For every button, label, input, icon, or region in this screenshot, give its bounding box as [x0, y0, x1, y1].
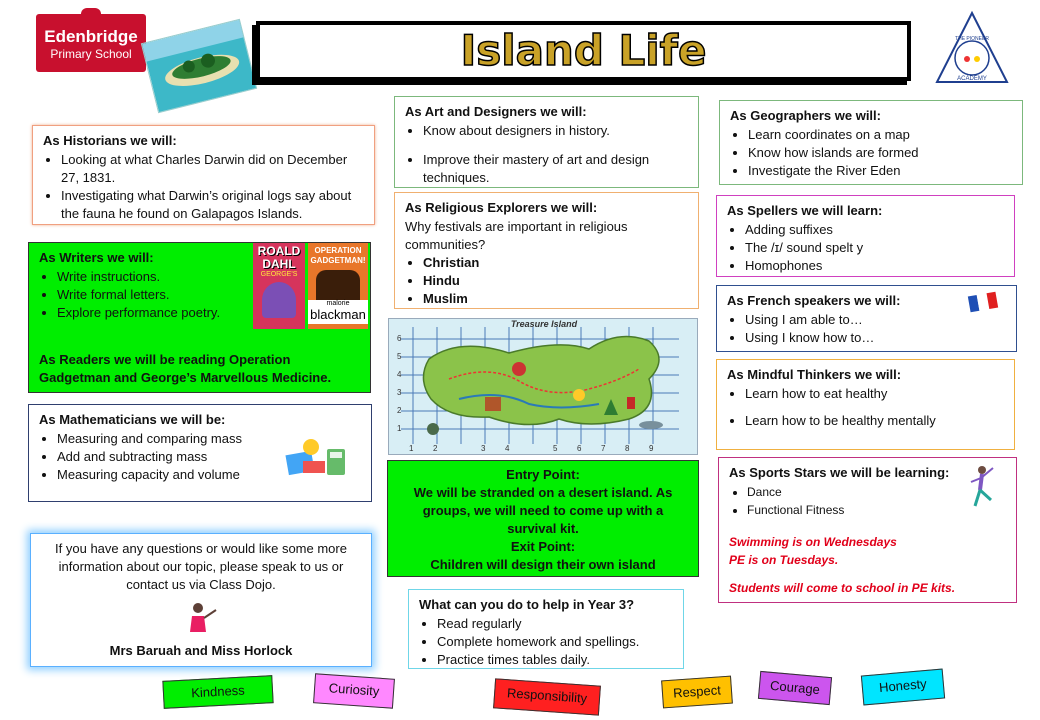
mindful-heading: As Mindful Thinkers we will:: [727, 367, 902, 382]
y-tick: 3: [397, 388, 402, 397]
book2-author-small: malorie: [308, 300, 368, 308]
entry-label: Entry Point:: [506, 467, 580, 482]
historians-list: [43, 151, 364, 223]
dancer-icon: [967, 464, 997, 508]
writers-heading: As Writers we will:: [39, 250, 154, 265]
art-list: [405, 122, 688, 187]
help-list: [419, 615, 673, 669]
list-item: • Explore performance poetry.: [57, 304, 360, 322]
list-item: • Muslim: [423, 290, 688, 308]
school-name-line1: Edenbridge: [44, 27, 138, 46]
teacher-signature: Mrs Baruah and Miss Horlock: [109, 643, 293, 658]
x-tick: 1: [409, 444, 414, 453]
sports-list: [729, 483, 1006, 519]
book2-author: blackman: [308, 308, 368, 324]
list-item: • Learn coordinates on a map: [748, 126, 1012, 144]
x-tick: 7: [601, 444, 606, 453]
exit-label: Exit Point:: [510, 539, 576, 554]
religious-heading: As Religious Explorers we will:: [405, 200, 598, 215]
religious-list: [405, 254, 688, 308]
title-box: [256, 21, 911, 81]
list-item: • Homophones: [745, 257, 1004, 275]
help-heading: What can you do to help in Year 3?: [419, 597, 635, 612]
list-item: • Adding suffixes: [745, 221, 1004, 239]
y-tick: 6: [397, 334, 402, 343]
value-tag-curiosity: Curiosity: [313, 673, 395, 709]
book-title: GEORGE'S: [260, 271, 298, 278]
x-tick: 4: [505, 444, 510, 453]
academy-name-top: THE PIONEER: [955, 36, 989, 42]
list-item: • Investigating what Darwin’s original logs say about the fauna he found on Galapagos Islands.: [61, 187, 364, 223]
y-tick: 1: [397, 424, 402, 433]
list-item: • Improve their mastery of art and design techniques.: [423, 151, 688, 187]
sports-note-pe: PE is on Tuesdays.: [729, 553, 839, 567]
list-item: • Hindu: [423, 272, 688, 290]
book-cover-georges: [253, 243, 305, 329]
list-item: • Investigate the River Eden: [748, 162, 1012, 180]
help-box: [408, 589, 684, 669]
map-title: Treasure Island: [510, 319, 578, 329]
page-title: Island Life: [460, 26, 707, 75]
book-illustration-icon: [262, 282, 296, 318]
religious-intro: Why festivals are important in religious communities?: [405, 219, 628, 252]
art-heading: As Art and Designers we will:: [405, 104, 587, 119]
list-item: • Measuring capacity and volume: [57, 466, 361, 484]
value-tag-respect: Respect: [661, 676, 733, 709]
entry-text: We will be stranded on a desert island. As groups, we will need to come up with a survival kit.: [413, 485, 673, 536]
religious-box: [394, 192, 699, 309]
academy-name-bottom: ACADEMY: [957, 76, 987, 82]
value-tag-honesty: Honesty: [861, 668, 945, 705]
exit-text: Children will design their own island: [430, 557, 656, 572]
x-tick: 5: [553, 444, 558, 453]
list-item: • Learn how to eat healthy: [745, 385, 1004, 403]
art-box: [394, 96, 699, 188]
sports-heading: As Sports Stars we will be learning:: [729, 465, 950, 480]
maths-clipart-icon: [281, 435, 353, 479]
list-item: • Complete homework and spellings.: [437, 633, 673, 651]
contact-box: [30, 533, 372, 667]
geographers-heading: As Geographers we will:: [730, 108, 881, 123]
y-tick: 4: [397, 370, 402, 379]
mindful-list: [727, 385, 1004, 430]
list-item: • Learn how to be healthy mentally: [745, 412, 1004, 430]
school-name-line2: Primary School: [50, 47, 132, 61]
readers-text: As Readers we will be reading Operation Gadgetman and George’s Marvellous Medicine.: [39, 352, 332, 385]
list-item: • Write instructions.: [57, 268, 360, 286]
geographers-list: [730, 126, 1012, 180]
x-tick: 3: [481, 444, 486, 453]
book-author-line2: DAHL: [262, 257, 296, 271]
french-heading: As French speakers we will:: [727, 293, 901, 308]
french-box: [716, 285, 1017, 352]
academy-logo: [934, 10, 1010, 86]
x-tick: 6: [577, 444, 582, 453]
book2-title-line1: OPERATION: [314, 246, 362, 255]
list-item: • Using I am able to…: [745, 311, 1006, 329]
list-item: • Write formal letters.: [57, 286, 360, 304]
mindful-box: [716, 359, 1015, 450]
list-item: • Practice times tables daily.: [437, 651, 673, 669]
book-cover-gadgetman: [308, 243, 368, 329]
list-item: • Measuring and comparing mass: [57, 430, 361, 448]
book-silhouette-icon: [316, 270, 360, 300]
value-tag-courage: Courage: [758, 671, 832, 705]
list-item: • Christian: [423, 254, 688, 272]
list-item: • Know about designers in history.: [423, 122, 688, 140]
sports-note-swimming: Swimming is on Wednesdays: [729, 535, 897, 549]
mathematicians-box: [28, 404, 372, 502]
value-tag-kindness: Kindness: [162, 675, 273, 709]
y-tick: 5: [397, 352, 402, 361]
y-tick: 2: [397, 406, 402, 415]
contact-text: If you have any questions or would like some more information about our topic, please speak to us or contact us via Class Dojo.: [55, 541, 347, 592]
x-tick: 8: [625, 444, 630, 453]
french-list: [727, 311, 1006, 347]
book2-title-line2: GADGETMAN!: [310, 256, 366, 265]
list-item: • Functional Fitness: [747, 501, 1006, 519]
list-item: • Looking at what Charles Darwin did on December 27, 1831.: [61, 151, 364, 187]
geographers-box: [719, 100, 1023, 185]
school-logo: [36, 14, 146, 72]
sports-box: [718, 457, 1017, 603]
x-tick: 9: [649, 444, 654, 453]
book-author-line1: ROALD: [257, 244, 301, 258]
list-item: • Add and subtracting mass: [57, 448, 361, 466]
historians-box: [32, 125, 375, 225]
teacher-icon: [184, 600, 218, 634]
spellers-list: [727, 221, 1004, 275]
spellers-heading: As Spellers we will learn:: [727, 203, 883, 218]
list-item: • Read regularly: [437, 615, 673, 633]
treasure-island-map: [388, 318, 698, 455]
x-tick: 2: [433, 444, 438, 453]
sports-note-kits: Students will come to school in PE kits.: [729, 581, 956, 595]
map-y-ticks: [397, 319, 407, 444]
list-item: • Know how islands are formed: [748, 144, 1012, 162]
value-tag-responsibility: Responsibility: [493, 678, 601, 715]
list-item: • The /ɪ/ sound spelt y: [745, 239, 1004, 257]
entry-exit-box: [387, 460, 699, 577]
spellers-box: [716, 195, 1015, 277]
historians-heading: As Historians we will:: [43, 133, 177, 148]
mathematicians-heading: As Mathematicians we will be:: [39, 412, 226, 427]
list-item: • Dance: [747, 483, 1006, 501]
school-crest-icon: [81, 8, 101, 18]
list-item: • Using I know how to…: [745, 329, 1006, 347]
island-photo: [141, 19, 257, 114]
